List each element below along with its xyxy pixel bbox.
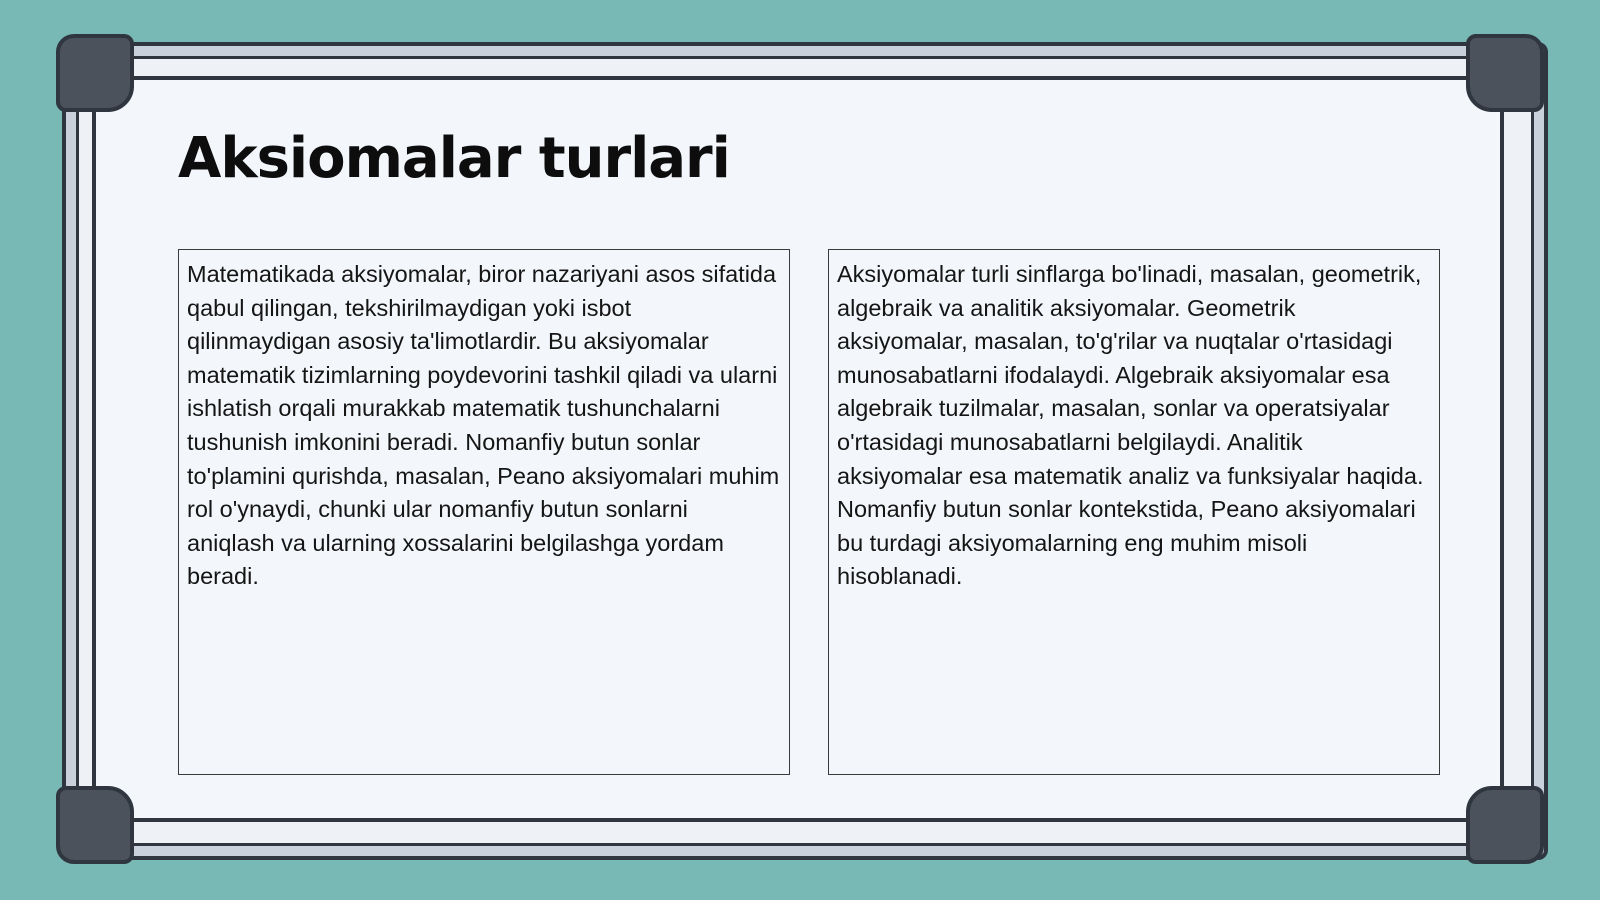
frame-corner-bottom-left (56, 786, 134, 864)
slide-title[interactable]: Aksiomalar turlari (178, 126, 730, 191)
right-text-box[interactable]: Aksiyomalar turli sinflarga bo'linadi, masalan, geometrik, algebraik va analitik aksiyomalar. Geometrik aksiyomalar, masalan, to'g'rilar va nuqtalar o'rtasidagi munosabatlarni ifodalaydi. Algebraik aksiyomalar esa algebraik tuzilmalar, masalan, sonlar va operatsiyalar o'rtasidagi munosabatlarni belgilaydi. Analitik aksiyomalar esa matematik analiz va funksiyalar haqida. Nomanfiy butun sonlar kontekstida, Peano aksiyomalari bu turdagi aksiyomalarning eng muhim misoli hisoblanadi. (828, 249, 1440, 775)
left-text-box[interactable]: Matematikada aksiyomalar, biror nazariyani asos sifatida qabul qilingan, tekshirilmaydigan yoki isbot qilinmaydigan asosiy ta'limotlardir. Bu aksiyomalar matematik tizimlarning poydevorini tashkil qiladi va ularni ishlatish orqali murakkab matematik tushunchalarni tushunish imkonini beradi. Nomanfiy butun sonlar to'plamini qurishda, masalan, Peano aksiyomalari muhim rol o'ynaydi, chunki ular nomanfiy butun sonlarni aniqlash va ularning xossalarini belgilashga yordam beradi. (178, 249, 790, 775)
frame-corner-top-left (56, 34, 134, 112)
frame-corner-bottom-right (1466, 786, 1544, 864)
frame-corner-top-right (1466, 34, 1544, 112)
